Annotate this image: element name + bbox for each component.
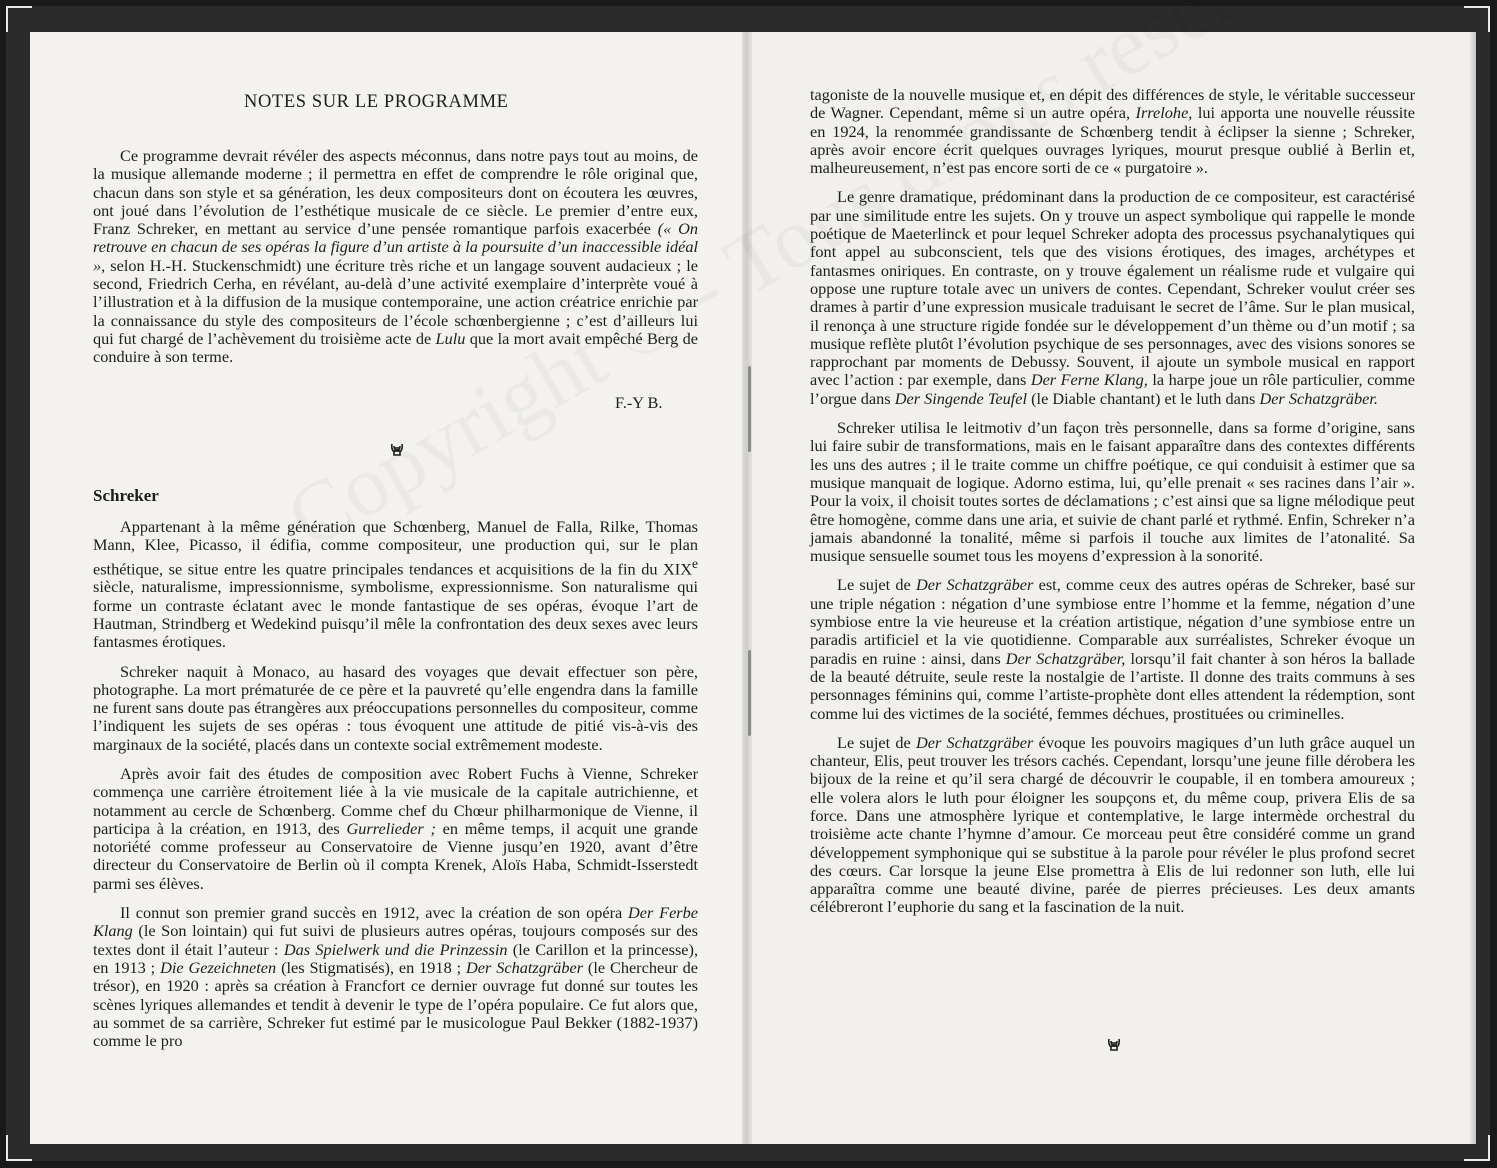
crop-mark bbox=[6, 6, 8, 32]
intro-column bbox=[93, 147, 698, 378]
staple bbox=[748, 692, 751, 736]
crop-mark bbox=[6, 1159, 32, 1161]
left-body-column bbox=[93, 518, 698, 1061]
staple bbox=[748, 408, 751, 452]
body-paragraph: Appartenant à la même génération que Schœnberg, Manuel de Falla, Rilke, Thomas Mann, Klee, Picasso, il édifia, comme compositeur, une production qui, sur le plan esthétique, se situe entre les quatre principales tendances et acquisitions de la fin du XIXe siècle, naturalisme, impressionnisme, symbolisme, expressionnisme. Son naturalisme qui forme un contraste éclatant avec le monde fantastique de ses opéras, évoque l’art de Hautman, Strindberg et Wedekind puisqu’il mêle la confrontation des deux sexes avec leurs fantasmes érotiques. bbox=[93, 517, 698, 652]
body-paragraph: Schreker utilisa le leitmotiv d’un façon très personnelle, dans sa forme d’origine, sans lui faire subir de transformations, mais en le faisant apparaître dans des contextes différents les uns des autres ; il le traite comme un chiffre poétique, ce qui conduisit à estimer que sa musique manquait de logique. Adorno estima, lui, qu’elle prenait « ses racines dans l’air ». Pour la voix, il choisit toutes sortes de déclamations ; c’est ainsi que sa ligne mélodique peut être homogène, comme dans une aria, et suivie de chant parlé et rythmé. Enfin, Schreker n’a jamais abandonné la tonalité, même si parfois il touche aux limites de l’atonalité. Sa musique sensuelle soumet tous les moyens d’expression à la sonorité. bbox=[810, 418, 1415, 566]
body-paragraph: Après avoir fait des études de composition avec Robert Fuchs à Vienne, Schreker commença une carrière étroitement liée à la vie musicale de la capitale autrichienne, et notamment au cercle de Schœnberg. Comme chef du Chœur philharmonique de Vienne, il participa à la création, en 1913, des Gurrelieder ; en même temps, il acquit une grande notoriété comme professeur au Conservatoire de Vienne jusqu’en 1920, avant d’être directeur du Conservatoire de Berlin où il compta Krenek, Aloïs Haba, Schmidt-Isserstedt parmi ses élèves. bbox=[93, 763, 698, 893]
staple bbox=[748, 650, 751, 694]
crop-mark bbox=[1488, 1135, 1490, 1161]
staple bbox=[748, 366, 751, 410]
body-paragraph: Le sujet de Der Schatzgräber est, comme ceux des autres opéras de Schreker, basé sur une triple négation : négation d’une symbiose entre l’homme et la femme, négation d’une symbiose entre la vie heureuse et la création artistique, négation d’une symbiose entre un paradis artificiel et la vie quotidienne. Comparable aux surréalistes, Schreker évoque un paradis en ruine : ainsi, dans Der Schatzgräber, lorsqu’il fait chanter à son héros la ballade de la beauté détruite, seule reste la nostalgie de l’artiste. Il donne des traits communs à ses personnages féminins qui, comme l’artiste-prophète dont elles attendent la rédemption, sont comme lui des victimes de la société, femmes déchues, prostituées ou criminelles. bbox=[810, 575, 1416, 723]
crop-mark bbox=[1488, 6, 1490, 32]
intro-paragraph: Ce programme devrait révéler des aspects méconnus, dans notre pays tout au moins, de la musique allemande moderne ; il permettra en effet de comprendre le rôle original que, chacun dans son style et sa génération, les deux compositeurs dont on écoutera les œuvres, ont joué dans l’évolution de l’esthétique musicale de ce siècle. Le premier d’entre eux, Franz Schreker, en mettant au service d’une pensée romantique parfois exacerbée (« On retrouve en chacun de ses opéras la figure d’un artiste à la poursuite d’un inaccessible idéal », selon H.-H. Stuckenschmidt) une écriture très riche et un langage souvent audacieux ; le second, Friedrich Cerha, en révélant, au-delà d’une activité exemplaire d’interprète voué à l’illustration et à la diffusion de la musique contemporaine, une action créatrice enrichie par la connaissance du style des compositeurs de l’école schœnbergienne ; c’est d’ailleurs lui qui fut chargé de l’achèvement du troisième acte de Lulu que la mort avait empêché Berg de conduire à son terme. bbox=[93, 146, 699, 367]
crop-mark bbox=[6, 6, 32, 8]
lyre-ornament-icon bbox=[390, 443, 404, 457]
crop-mark bbox=[1464, 1159, 1490, 1161]
crop-mark bbox=[1464, 6, 1490, 8]
booklet-spread bbox=[30, 32, 1476, 1144]
body-paragraph: Schreker naquit à Monaco, au hasard des voyages que devait effectuer son père, photographe. La mort prématurée de ce père et la pauvreté qu’elle engendra dans la famille ne furent sans doute pas étrangères aux préoccupations personnelles du compositeur, comme l’indiquent les sujets de ses opéras : tous évoquent une attitude de pitié vis-à-vis des marginaux de la société, placés dans un contexte social extrêmement modeste. bbox=[93, 661, 698, 754]
body-paragraph: Il connut son premier grand succès en 1912, avec la création de son opéra Der Ferbe Klang (le Son lointain) qui fut suivi de plusieurs autres opéras, toujours composés sur des textes dont il était l’auteur : Das Spielwerk und die Prinzessin (le Carillon et la princesse), en 1913 ; Die Gezeichneten (les Stigmatisés), en 1918 ; Der Schatzgräber (le Chercheur de trésor), en 1920 : après sa création à Francfort ce dernier ouvrage fut donné sur toutes les scènes lyriques allemandes et tendit à devenir le type de l’opéra populaire. Ce fut alors que, au sommet de sa carrière, Schreker fut estimé par le musicologue Paul Bekker (1882-1937) comme le pro bbox=[93, 903, 699, 1051]
author-signature: F.-Y B. bbox=[615, 393, 663, 412]
section-heading: Schreker bbox=[93, 486, 159, 505]
body-paragraph: Le genre dramatique, prédominant dans la production de ce compositeur, est caractérisé par une similitude entre les sujets. On y trouve un aspect symbolique qui rappelle le monde poétique de Maeterlinck et pour lequel Schreker adopta des processus psychanalytiques qui font appel au subconscient, tels que des visions érotiques, des images, archétypes et fantasmes oniriques. En contraste, on y trouve également un réalisme rude et vulgaire qui oppose une rupture totale avec un univers de contes. Cependant, Schreker voulut créer ses drames à partir d’une expression musicale traduisant le secret de l’âme. Sur le plan musical, il renonça à une structure rigide fondée sur le développement d’un thème ou d’un motif ; sa musique reflète plutôt l’évolution psychique de ses personnages, avec des visions sonores se rapprochant par moments de Debussy. Souvent, il ajoute un symbole musical en rapport avec l’action : par exemple, dans Der Ferne Klang, la harpe joue un rôle particulier, comme l’orgue dans Der Singende Teufel (le Diable chantant) et le luth dans Der Schatzgräber. bbox=[810, 187, 1415, 408]
crop-mark bbox=[6, 1135, 8, 1161]
body-paragraph: Le sujet de Der Schatzgräber évoque les pouvoirs magiques d’un luth grâce auquel un chanteur, Elis, peut trouver les trésors cachés. Cependant, lorsqu’une jeune fille dérobera les bijoux de la reine et qu’il sera chargé de découvrir le coupable, il en tombera amoureux ; elle volera alors le luth pour éloigner les soupçons et, du même coup, privera Elis de sa force. Dans une atmosphère lyrique et contemplative, le large intermède orchestral du troisième acte chante l’hymne d’amour. Ce morceau peut être considéré comme un grand développement symphonique qui se substitue à la parole pour révéler le plus profond secret des cœurs. Car lorsque la jeune Else promettra à Elis de lui redonner son luth, elle lui apparaîtra comme une beauté divine, parée de pierres précieuses. Les deux amants célébreront l’euphorie du sang et la fascination de la nuit. bbox=[810, 732, 1416, 917]
body-paragraph: tagoniste de la nouvelle musique et, en dépit des différences de style, le véritable successeur de Wagner. Cependant, même si un autre opéra, Irrelohe, lui apporta une nouvelle réussite en 1924, la renommée grandissante de Schœnberg tendit à éclipser la sienne ; Schreker, après avoir encore écrit quelques ouvrages lyriques, mourut presque oublié à Berlin et, malheureusement, n’est pas encore sorti de ce « purgatoire ». bbox=[810, 85, 1415, 178]
page-title: NOTES SUR LE PROGRAMME bbox=[244, 92, 509, 112]
booklet-spine bbox=[742, 32, 752, 1144]
page-edge bbox=[1470, 32, 1476, 1144]
lyre-ornament-icon bbox=[1107, 1038, 1121, 1052]
right-body-column bbox=[810, 86, 1415, 928]
